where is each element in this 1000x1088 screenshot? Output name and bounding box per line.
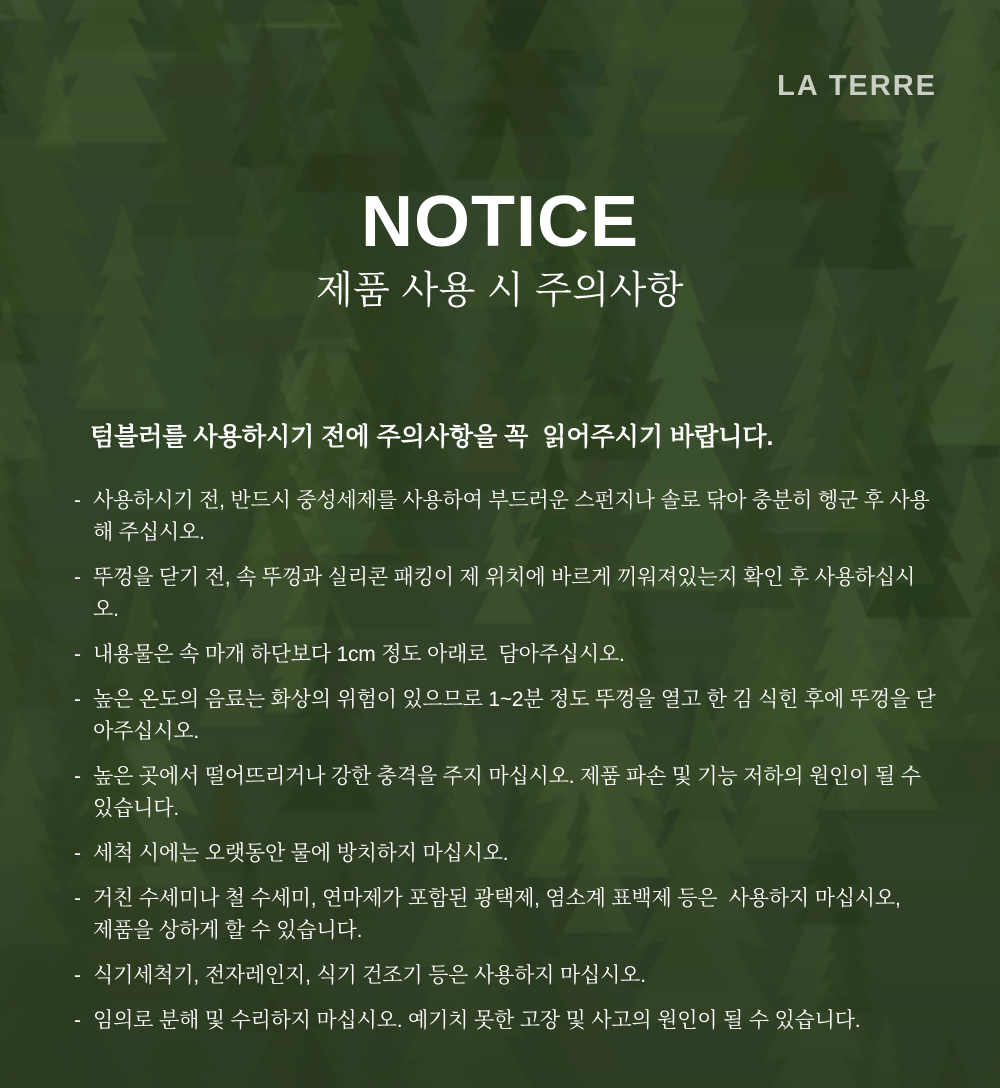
brand-logo: LA TERRE: [777, 70, 937, 102]
notice-dash: -: [74, 488, 81, 512]
notice-text: 임의로 분해 및 수리하지 마십시오. 예기치 못한 고장 및 사고의 원인이 될 수 있습니다.: [93, 1008, 861, 1032]
notice-text: 높은 온도의 음료는 화상의 위험이 있으므로 1~2분 정도 뚜껑을 열고 한 김 식힌 후에 뚜껑을 닫아주십시오.: [93, 687, 936, 743]
notice-text: 내용물은 속 마개 하단보다 1cm 정도 아래로 담아주십시오.: [93, 642, 625, 666]
notice-item: [74, 485, 936, 549]
notice-list: [74, 485, 936, 1037]
intro-text: 텀블러를 사용하시기 전에 주의사항을 꼭 읽어주시기 바랍니다.: [90, 422, 774, 451]
notice-text: 뚜껑을 닫기 전, 속 뚜껑과 실리콘 패킹이 제 위치에 바르게 끼워져있는지 확인 후 사용하십시오.: [93, 565, 916, 621]
notice-item: [74, 562, 936, 626]
notice-item: [74, 960, 936, 992]
notice-item: [74, 639, 936, 671]
notice-text: 사용하시기 전, 반드시 중성세제를 사용하여 부드러운 스펀지나 솔로 닦아 충분히 헹군 후 사용해 주십시오.: [93, 488, 930, 544]
page-subtitle: 제품 사용 시 주의사항: [315, 270, 685, 312]
notice-text: 식기세척기, 전자레인지, 식기 건조기 등은 사용하지 마십시오.: [93, 963, 646, 987]
notice-dash: -: [74, 963, 81, 987]
notice-dash: -: [74, 565, 81, 589]
notice-text: 거친 수세미나 철 수세미, 연마제가 포함된 광택제, 염소계 표백제 등은 사용하지 마십시오, 제품을 상하게 할 수 있습니다.: [93, 886, 901, 942]
notice-item: [74, 838, 936, 870]
notice-item: [74, 761, 936, 825]
notice-text: 높은 곳에서 떨어뜨리거나 강한 충격을 주지 마십시오. 제품 파손 및 기능 저하의 원인이 될 수 있습니다.: [93, 764, 927, 820]
page-title: NOTICE: [360, 182, 639, 262]
notice-dash: -: [74, 642, 81, 666]
notice-dash: -: [74, 886, 81, 910]
notice-item: [74, 684, 936, 748]
notice-dash: -: [74, 841, 81, 865]
notice-dash: -: [74, 764, 81, 788]
notice-text: 세척 시에는 오랫동안 물에 방치하지 마십시오.: [93, 841, 509, 865]
notice-dash: -: [74, 1008, 81, 1032]
notice-item: [74, 1005, 936, 1037]
notice-dash: -: [74, 687, 81, 711]
notice-item: [74, 883, 936, 947]
